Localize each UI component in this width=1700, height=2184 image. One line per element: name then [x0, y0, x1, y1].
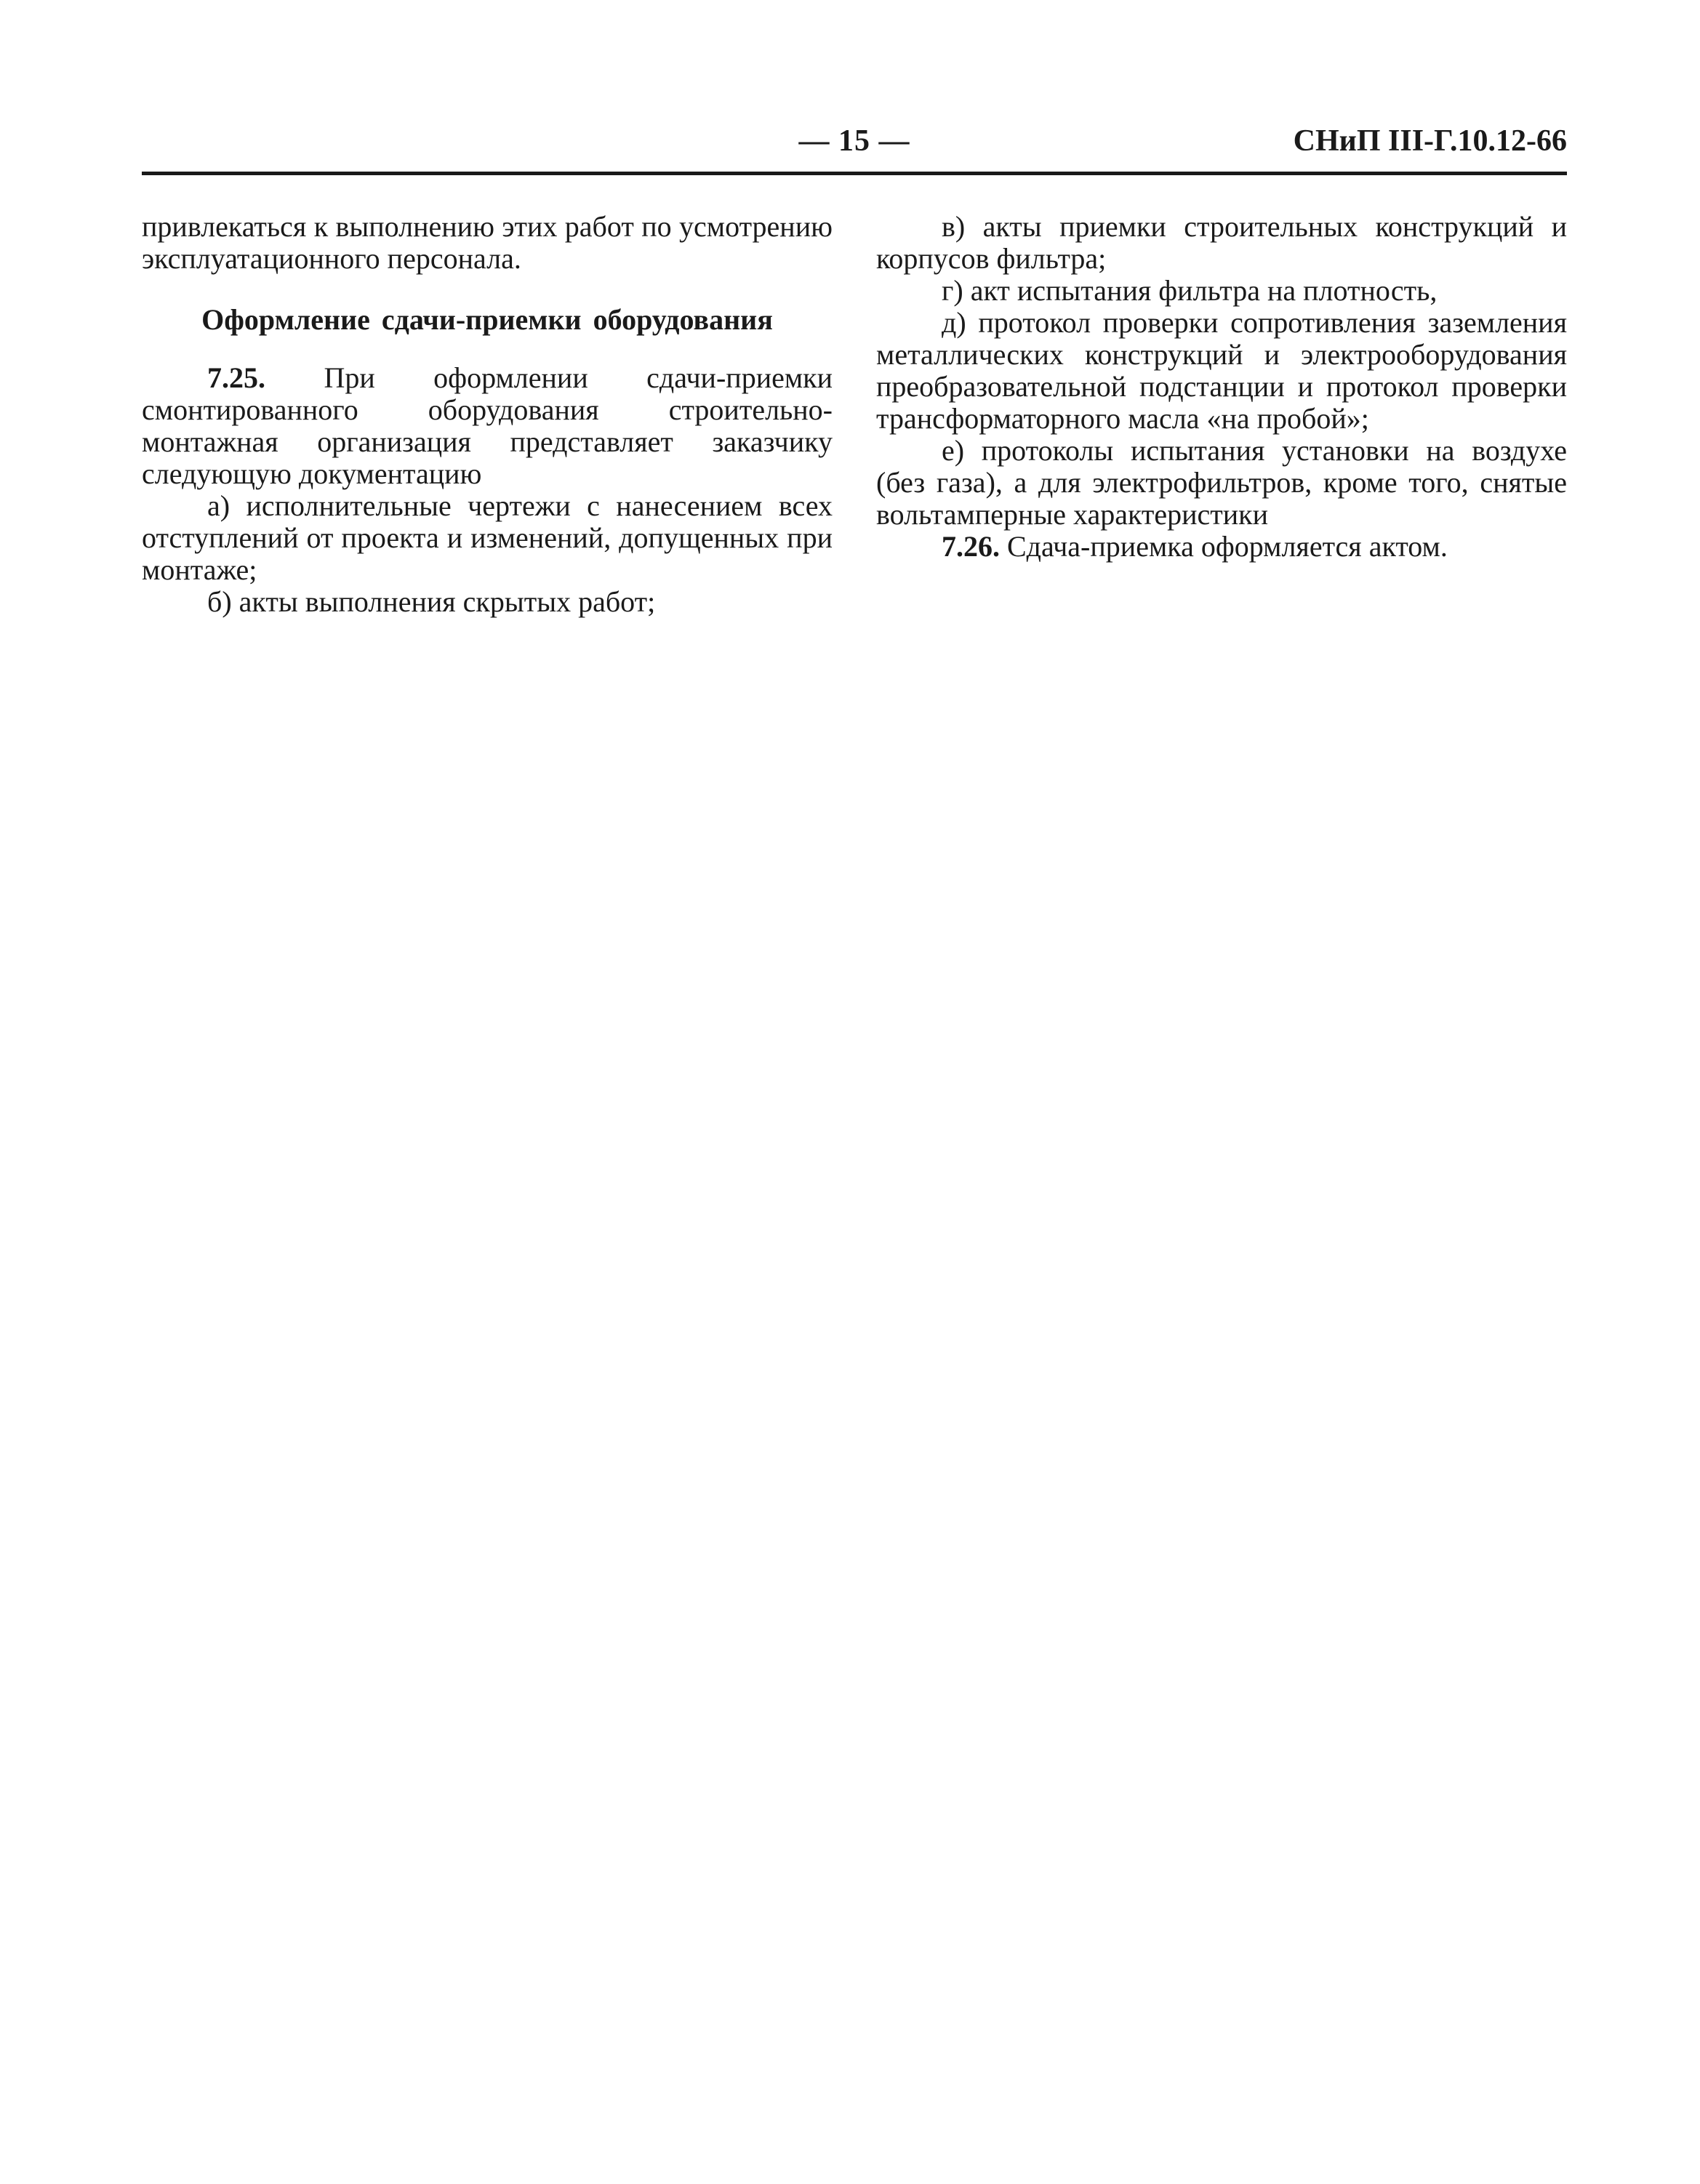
header-rule [142, 172, 1567, 175]
paragraph-number: 7.26. [942, 530, 1000, 563]
paragraph-7-25 [142, 362, 833, 490]
page-header [142, 124, 1567, 174]
paragraph-text: При оформлении сдачи-приемки смонтированного оборудования строительно-монтажная организация представляет заказчику следующую документацию [142, 361, 833, 490]
page-number: — 15 — [798, 124, 910, 158]
section-title: Оформление сдачи-приемки оборудования [201, 303, 773, 336]
right-column [876, 211, 1567, 563]
paragraph-text: Сдача-приемка оформляется актом. [1000, 530, 1448, 563]
document-code: СНиП III-Г.10.12-66 [1293, 124, 1567, 158]
list-item-d: д) протокол проверки сопротивления заземления металлических конструкций и электрооборудования преобразовательной подстанции и протокол проверки трансформаторного масла «на пробой»; [876, 306, 1567, 435]
intro-paragraph: привлекаться к выполнению этих работ по усмотрению эксплуатационного персонала. [142, 210, 833, 275]
list-item-b: б) акты выполнения скрытых работ; [207, 585, 656, 618]
list-item-v: в) акты приемки строительных конструкций и корпусов фильтра; [876, 210, 1567, 275]
list-item-g: г) акт испытания фильтра на плотность, [942, 274, 1438, 307]
paragraph-7-26 [876, 531, 1567, 563]
list-item-a: а) исполнительные чертежи с нанесением всех отступлений от проекта и изменений, допущенных при монтаже; [142, 489, 833, 586]
paragraph-number: 7.25. [207, 361, 265, 394]
left-column [142, 211, 833, 618]
list-item-e: е) протоколы испытания установки на воздухе (без газа), а для электрофильтров, кроме того, снятые вольтамперные характеристики [876, 434, 1567, 531]
